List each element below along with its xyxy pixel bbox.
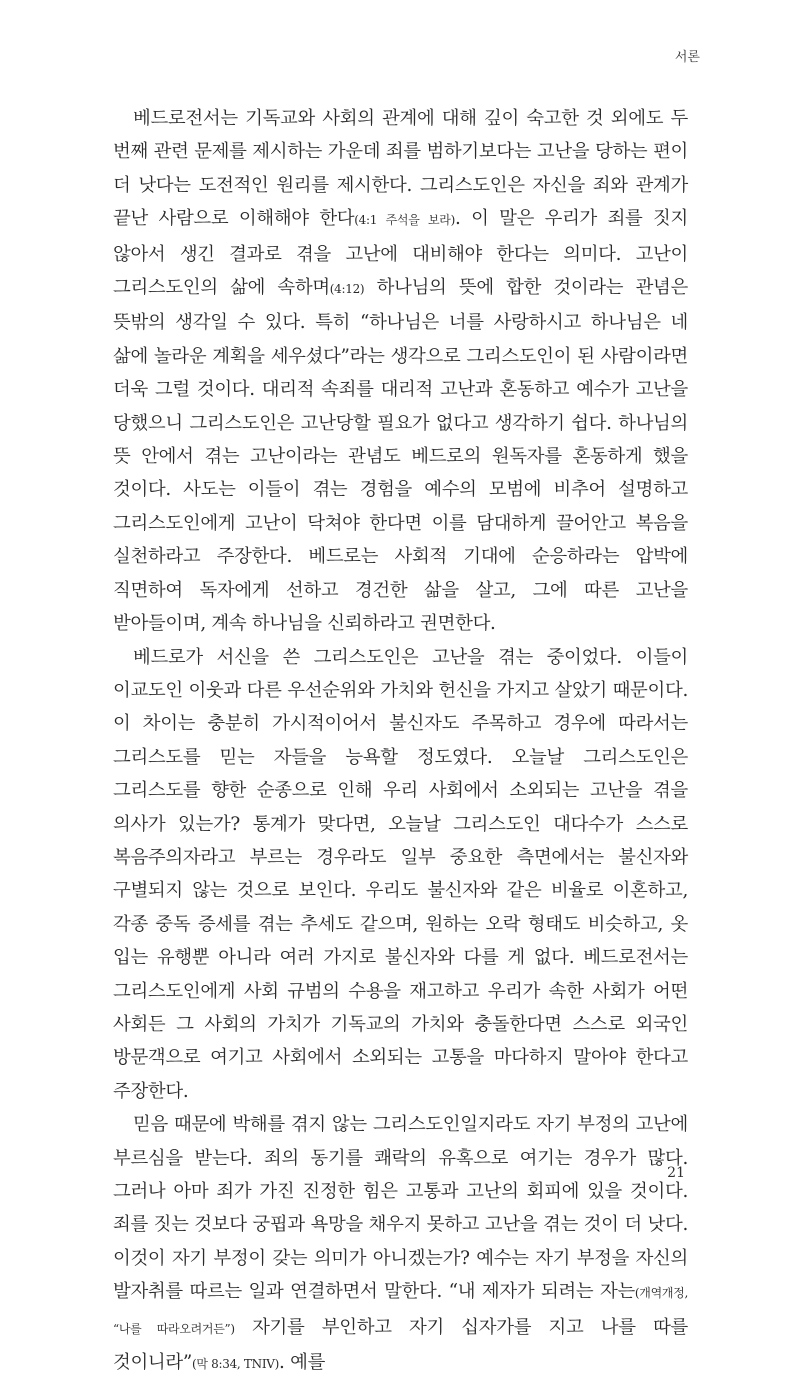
scripture-reference: (4:12) xyxy=(329,282,365,297)
scripture-reference: (4:1 주석을 보라) xyxy=(354,213,455,228)
paragraph-text: 자기를 부인하고 자기 십자가를 지고 나를 따를 것이니라” xyxy=(113,1316,689,1374)
paragraph-text: 베드로전서는 기독교와 사회의 관계에 대해 깊이 숙고한 것 외에도 두 번째 관련 문제를 제시하는 가운데 죄를 범하기보다는 고난을 당하는 편이 더 낫다는 도전적인 원리를 제시한다. 그리스도인은 자신을 죄와 관계가 끝난 사람으로 이해해야 한다 xyxy=(113,108,688,230)
page-number: 21 xyxy=(667,1165,685,1181)
body-text xyxy=(113,102,688,1381)
paragraph xyxy=(113,641,688,1109)
paragraph-text: . 이 말은 우리가 죄를 짓지 않아서 생긴 결과로 겪을 고난에 대비해야 한다는 의미다. 고난이 그리스도인의 삶에 속하며 xyxy=(113,208,688,299)
scripture-reference: (개역개정, “나를 따라오려거든”) xyxy=(113,1286,688,1336)
paragraph-text: 믿음 때문에 박해를 겪지 않는 그리스도인일지라도 자기 부정의 고난에 부르심을 받는다. 죄의 동기를 쾌락의 유혹으로 여기는 경우가 많다. 그러나 아마 죄가 가진 진정한 힘은 고통과 고난의 회피에 있을 것이다. 죄를 짓는 것보다 궁핍과 욕망을 채우지 못하고 고난을 겪는 것이 더 낫다. 이것이 자기 부정이 갖는 의미가 아니겠는가? 예수는 자기 부정을 자신의 발자취를 따르는 일과 연결하면서 말한다. “내 제자가 되려는 자는 xyxy=(113,1114,688,1303)
paragraph-text: . 예를 xyxy=(279,1352,326,1374)
scripture-reference: (막 8:34, TNIV) xyxy=(191,1357,280,1372)
paragraph-text: 하나님의 뜻에 합한 것이라는 관념은 뜻밖의 생각일 수 있다. 특히 “하나님은 너를 사랑하시고 하나님은 네 삶에 놀라운 계획을 세우셨다”라는 생각으로 그리스도인이 된 사람이라면 더욱 그럴 것이다. 대리적 속죄를 대리적 고난과 혼동하고 예수가 고난을 당했으니 그리스도인은 고난당할 필요가 없다고 생각하기 쉽다. 하나님의 뜻 안에서 겪는 고난이라는 관념도 베드로의 원독자를 혼동하게 했을 것이다. 사도는 이들이 겪는 경험을 예수의 모범에 비추어 설명하고 그리스도인에게 고난이 닥쳐야 한다면 이를 담대하게 끌어안고 복음을 실천하라고 주장한다. 베드로는 사회적 기대에 순응하라는 압박에 직면하여 독자에게 선하고 경건한 삶을 살고, 그에 따른 고난을 받아들이며, 계속 하나님을 신뢰하라고 권면한다. xyxy=(113,277,688,635)
running-head: 서론 xyxy=(674,50,700,65)
paragraph-text: 베드로가 서신을 쓴 그리스도인은 고난을 겪는 중이었다. 이들이 이교도인 이웃과 다른 우선순위와 가치와 헌신을 가지고 살았기 때문이다. 이 차이는 충분히 가시적이어서 불신자도 주목하고 경우에 따라서는 그리스도를 믿는 자들을 능욕할 정도였다. 오늘날 그리스도인은 그리스도를 향한 순종으로 인해 우리 사회에서 소외되는 고난을 겪을 의사가 있는가? 통계가 맞다면, 오늘날 그리스도인 대다수가 스스로 복음주의자라고 부르는 경우라도 일부 중요한 측면에서는 불신자와 구별되지 않는 것으로 보인다. 우리도 불신자와 같은 비율로 이혼하고, 각종 중독 증세를 겪는 추세도 같으며, 원하는 오락 형태도 비슷하고, 옷 입는 유행뿐 아니라 여러 가지로 불신자와 다를 게 없다. 베드로전서는 그리스도인에게 사회 규범의 수용을 재고하고 우리가 속한 사회가 어떤 사회든 그 사회의 가치가 기독교의 가치와 충돌한다면 스스로 외국인 방문객으로 여기고 사회에서 소외되는 고통을 마다하지 말아야 한다고 주장한다. xyxy=(113,646,688,1102)
paragraph xyxy=(113,102,688,641)
paragraph xyxy=(113,1108,688,1381)
